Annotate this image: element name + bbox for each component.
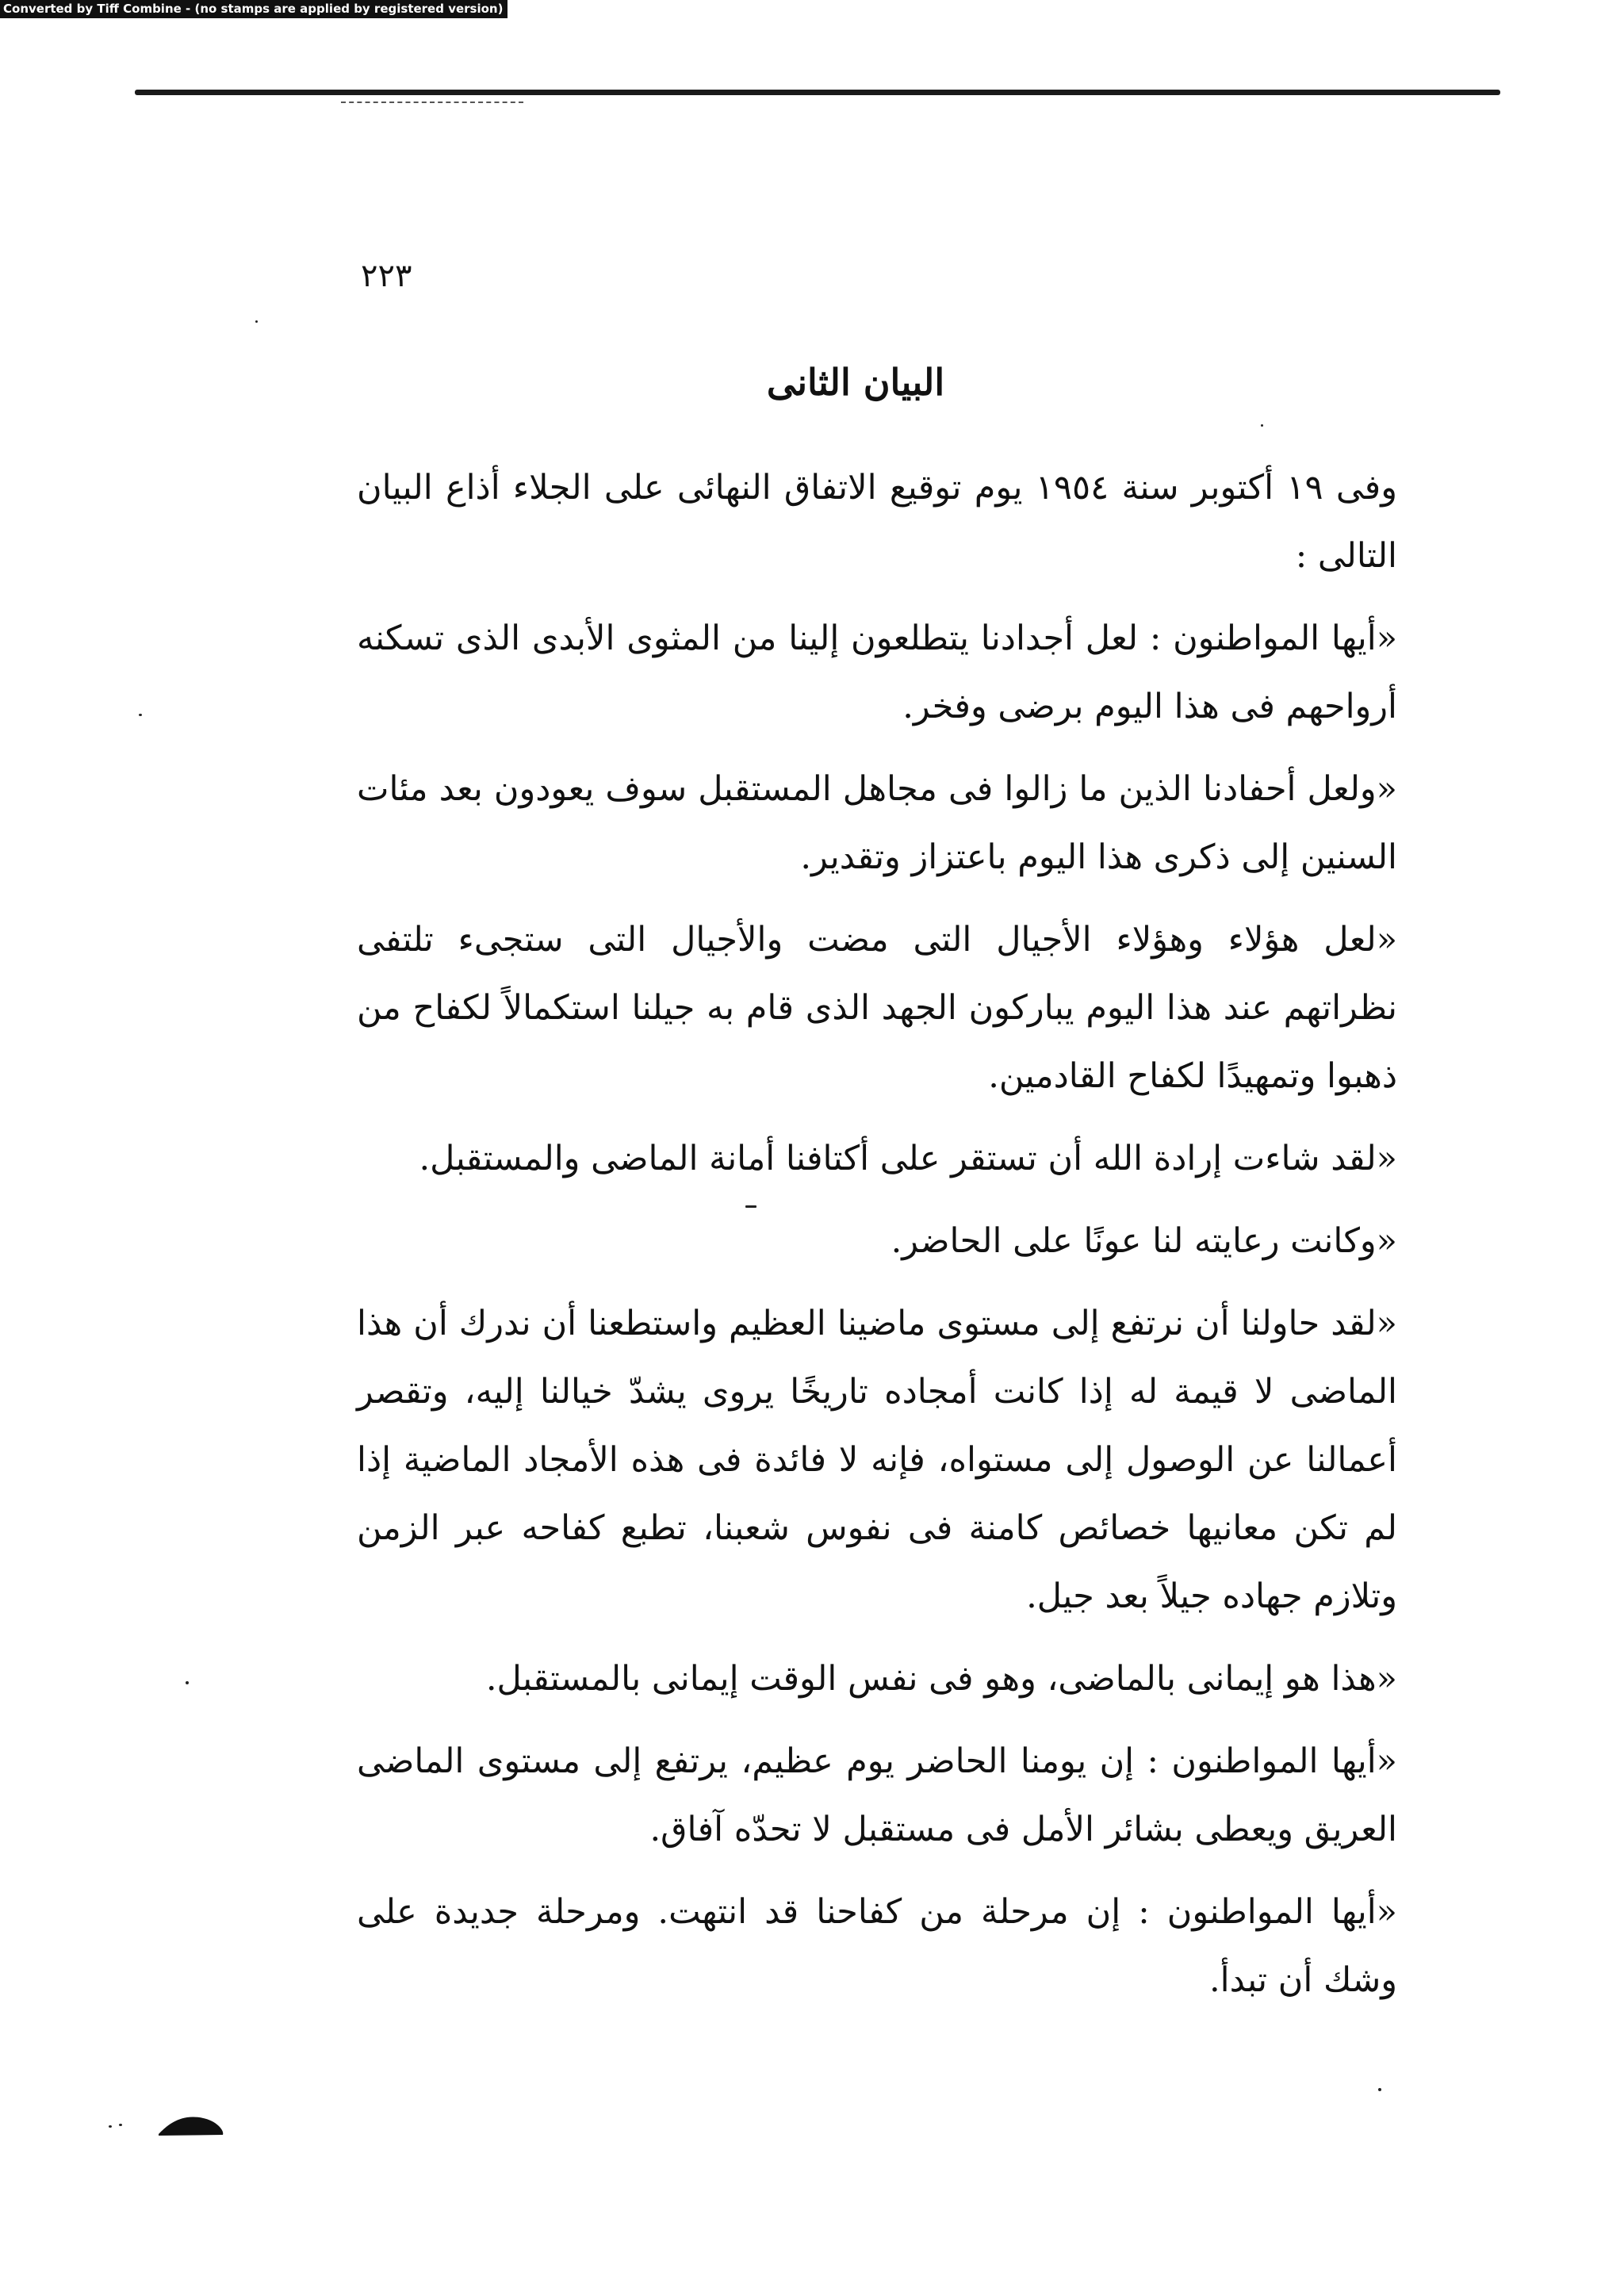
paragraph: «أيها المواطنون : لعل أجدادنا يتطلعون إلينا من المثوى الأبدى الذى تسكنه أرواحهم فى هذا اليوم برضى وفخر. [357, 619, 1397, 726]
scan-speck [139, 714, 142, 716]
header-rule [135, 90, 1500, 95]
scan-speck [745, 1205, 756, 1208]
body-text [357, 454, 1397, 2029]
scan-speck [186, 1681, 189, 1684]
paragraph: «أيها المواطنون : إن مرحلة من كفاحنا قد انتهت. ومرحلة جديدة على وشك أن تبدأ. [357, 1892, 1397, 2000]
scan-blot [157, 2113, 224, 2137]
paragraph: «ولعل أحفادنا الذين ما زالوا فى مجاهل المستقبل سوف يعودون بعد مئات السنين إلى ذكرى هذا اليوم باعتزاز وتقدير. [357, 769, 1397, 877]
scan-speck [1378, 2088, 1381, 2091]
page-title: البيان الثانى [766, 361, 945, 404]
paragraph: «وكانت رعايته لنا عونًا على الحاضر. [891, 1221, 1397, 1261]
scan-speck [255, 320, 258, 323]
paragraph: «لقد شاءت إرادة الله أن تستقر على أكتافنا أمانة الماضى والمستقبل. [419, 1139, 1397, 1178]
converter-banner: Converted by Tiff Combine - (no stamps are applied by registered version) [0, 0, 508, 18]
header-rule-thin [341, 102, 523, 103]
page-number: ٢٢٣ [361, 258, 412, 294]
paragraph-intro: وفى ١٩ أكتوبر سنة ١٩٥٤ يوم توقيع الاتفاق النهائى على الجلاء أذاع البيان التالى : [357, 468, 1397, 576]
paragraph: «هذا هو إيمانى بالماضى، وهو فى نفس الوقت إيمانى بالمستقبل. [485, 1659, 1397, 1699]
scan-speck [119, 2124, 122, 2126]
paragraph: «لقد حاولنا أن نرتفع إلى مستوى ماضينا العظيم واستطعنا أن ندرك أن هذا الماضى لا قيمة له إذا كانت أمجاده تاريخًا يروى يشدّ خيالنا إليه، وتقصر أعمالنا عن الوصول إلى مستواه، فإنه لا فائدة فى هذه الأمجاد الماضية إذا لم تكن معانيها خصائص كامنة فى نفوس شعبنا، تطبع كفاحه عبر الزمن وتلازم جهاده جيلاً بعد جيل. [357, 1304, 1397, 1616]
scan-speck [1261, 424, 1263, 427]
paragraph: «أيها المواطنون : إن يومنا الحاضر يوم عظيم، يرتفع إلى مستوى الماضى العريق ويعطى بشائر الأمل فى مستقبل لا تحدّه آفاق. [357, 1741, 1397, 1849]
scan-speck [109, 2125, 112, 2128]
paragraph: «لعل هؤلاء وهؤلاء الأجيال التى مضت والأجيال التى ستجىء تلتفى نظراتهم عند هذا اليوم يباركون الجهد الذى قام به جيلنا استكمالاً لكفاح من ذهبوا وتمهيدًا لكفاح القادمين. [357, 920, 1397, 1096]
